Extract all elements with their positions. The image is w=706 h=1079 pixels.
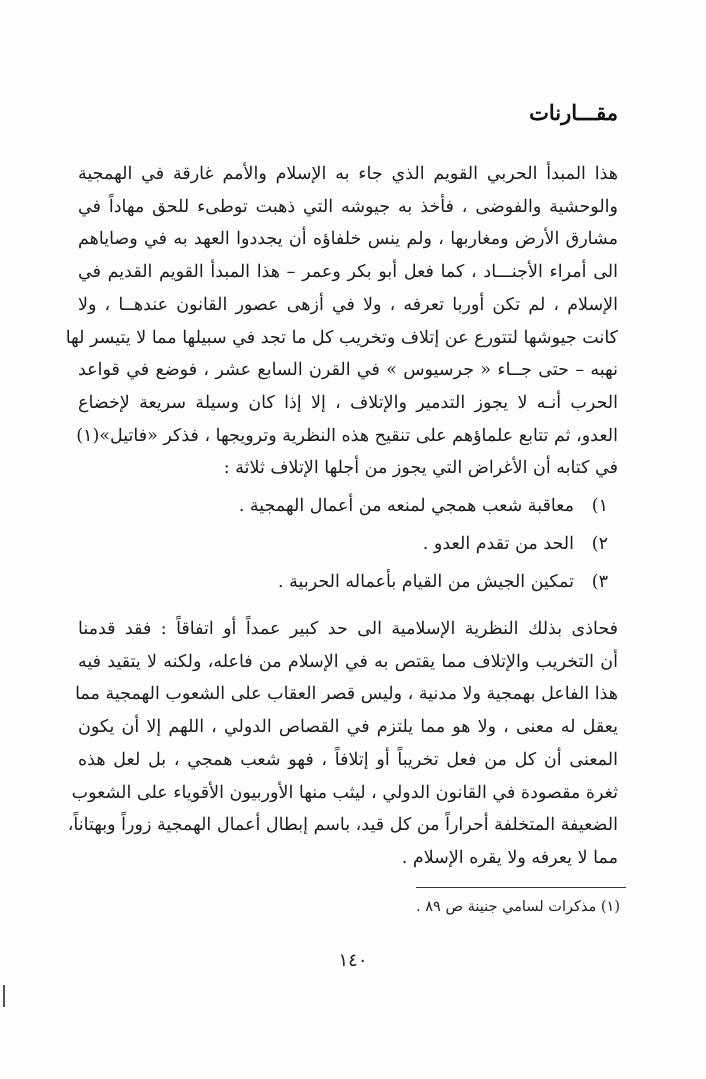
text-line: الضعيفة المتخلفة أحراراً من كل قيد، باسم إبطال أعمال الهمجية زوراً وبهتاناً، [67, 815, 618, 836]
footnote: (١) مذكرات لسامي جنينة ص ٨٩ . [416, 899, 620, 915]
paragraph-1 [65, 158, 618, 485]
list-text: تمكين الجيش من القيام بأعماله الحربية . [278, 572, 574, 592]
list-item [78, 487, 618, 525]
text-line: الحرب أنـه لا يجوز التدمير والإتلاف ، إلا إذا كان وسيلة سريعة لإخضاع [78, 392, 618, 413]
text-line: في كتابه أن الأغراض التي يجوز من أجلها الإتلاف ثلاثة : [223, 458, 618, 479]
list-number: ٢) [591, 534, 608, 554]
text-line: الإسلام ، لم تكن أوربا تعرفه ، ولا في أزهى عصور القانون عندهــا ، ولا [78, 294, 618, 315]
text-line: هذا الفاعل بهمجية ولا مدنية ، وليس قصر العقاب على الشعوب الهمجية مما [75, 684, 618, 705]
text-line: كانت جيوشها لتتورع عن إتلاف وتخريب كل ما تجد في سبيلها مما لا يتيسر لها [65, 327, 618, 348]
footnote-separator [416, 887, 626, 888]
paragraph-2 [67, 613, 618, 875]
list-text: معاقبة شعب همجي لمنعه من أعمال الهمجية . [238, 496, 574, 516]
list-number: ٣) [591, 572, 608, 592]
text-line: العدو، ثم تتابع علماؤهم على تنقيح هذه النظرية وترويجها ، فذكر «فاتيل»(١) [76, 425, 618, 446]
text-line: نهبه – حتى جــاء « جرسيوس » في القرن السابع عشر ، فوضع في قواعد [78, 360, 618, 381]
list-item [78, 563, 618, 601]
text-line: ثغرة مقصودة في القانون الدولي ، ليثب منها الأوربيون الأقوياء على الشعوب [71, 782, 618, 803]
text-line: الى أمراء الأجنـــاد ، كما فعل أبو بكر وعمر – هذا المبدأ القويم القديم في [78, 262, 618, 283]
text-line: مشارق الأرض ومغاربها ، ولم ينس خلفاؤه أن يجددوا العهد به في وصاياهم [78, 229, 618, 250]
text-line: أن التخريب والإتلاف مما يقتص به في الإسلام من فاعله، ولكنه لا يتقيد فيه [78, 651, 618, 672]
running-head: مقـــارنات [529, 100, 618, 125]
margin-mark [3, 985, 5, 1007]
page-number: ١٤٠ [338, 950, 368, 971]
text-line: يعقل له معنى ، ولا هو مما يلتزم في القصاص الدولي ، اللهم إلا أن يكون [78, 717, 618, 738]
purposes-list [78, 487, 618, 601]
text-line: المعنى أن كل من فعل تخريباً أو إتلافاً ، فهو شعب همجي ، بل لعل هذه [78, 749, 618, 770]
text-line: مما لا يعرفه ولا يقره الإسلام . [401, 847, 618, 868]
list-number: ١) [591, 496, 608, 516]
text-line: هذا المبدأ الحربي القويم الذي جاء به الإسلام والأمم غارقة في الهمجية [78, 164, 618, 184]
list-text: الحد من تقدم العدو . [422, 534, 574, 554]
text-line: فحاذى بذلك النظرية الإسلامية الى حد كبير عمداً أو اتفاقاً : فقد قدمنا [78, 619, 618, 639]
text-line: والوحشية والفوضى ، فأخذ به جيوشه التي ذهبت توطىء للحق مهاداً في [78, 196, 618, 217]
list-item [78, 525, 618, 563]
